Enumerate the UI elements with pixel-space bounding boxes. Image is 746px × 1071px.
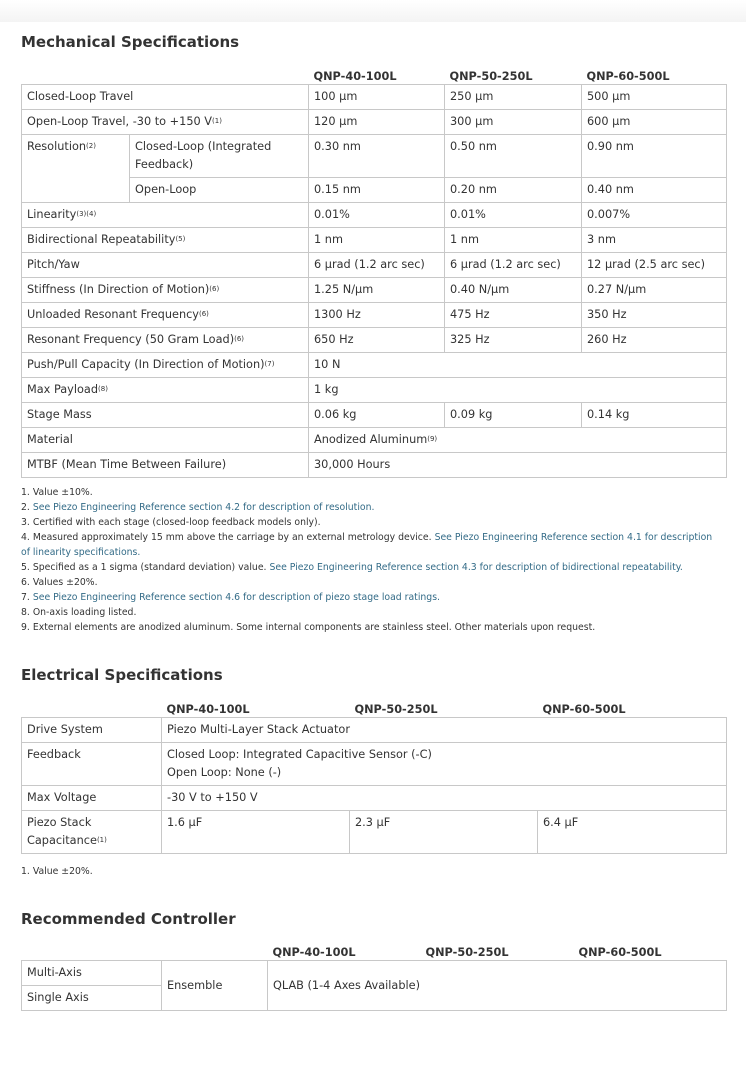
spec-label: Single Axis: [22, 986, 162, 1011]
spec-label: Multi-Axis: [22, 961, 162, 986]
spec-row: [22, 328, 727, 353]
spec-value: 1 nm: [445, 228, 582, 253]
model-header: QNP-60-500L: [578, 946, 662, 959]
spec-row: [22, 743, 727, 786]
spec-value: 650 Hz: [309, 328, 445, 353]
controller-ensemble: Ensemble: [162, 961, 268, 1011]
electrical-specs-table: [21, 697, 727, 854]
spec-label: Feedback: [22, 743, 162, 786]
reference-link[interactable]: See Piezo Engineering Reference section 4.6 for description of piezo stage load ratings.: [32, 592, 440, 603]
footnote: 1. Value ±10%.: [21, 487, 93, 498]
spec-value: 0.40 nm: [582, 178, 727, 203]
mechanical-footnotes: [21, 485, 721, 635]
spec-label: Resolution$^{(2)}$: [22, 135, 130, 203]
spec-label: Max Voltage: [22, 786, 162, 811]
spec-label: Push/Pull Capacity (In Direction of Motion)$^{(7)}$: [22, 353, 309, 378]
spec-value: 0.90 nm: [582, 135, 727, 178]
footnote: 2. See Piezo Engineering Reference section 4.2 for description of resolution.: [21, 502, 375, 513]
spec-row: [22, 718, 727, 743]
top-bar: [0, 0, 746, 22]
spec-value: 2.3 µF: [350, 811, 538, 854]
electrical-specs-title: Electrical Specifications: [21, 666, 223, 684]
spec-value: 1300 Hz: [309, 303, 445, 328]
spec-value: 6 µrad (1.2 arc sec): [309, 253, 445, 278]
spec-value: Closed Loop: Integrated Capacitive Sensor (-C) Open Loop: None (-): [162, 743, 727, 786]
spec-label: MTBF (Mean Time Between Failure): [22, 453, 309, 478]
spec-value: 0.50 nm: [445, 135, 582, 178]
spec-label: Pitch/Yaw: [22, 253, 309, 278]
spec-value: 6 µrad (1.2 arc sec): [445, 253, 582, 278]
spec-row: [22, 378, 727, 403]
spec-value: 260 Hz: [582, 328, 727, 353]
spec-row: [22, 135, 727, 178]
spec-row: [22, 403, 727, 428]
spec-value: 300 µm: [445, 110, 582, 135]
controller-qlab: QLAB (1-4 Axes Available): [268, 961, 727, 1011]
controller-title: Recommended Controller: [21, 910, 236, 928]
spec-value: 0.30 nm: [309, 135, 445, 178]
footnote: 5. Specified as a 1 sigma (standard deviation) value. See Piezo Engineering Reference section 4.3 for description of bidirectional repeatability.: [21, 562, 683, 573]
spec-value: 0.01%: [309, 203, 445, 228]
spec-value: 500 µm: [582, 85, 727, 110]
spec-value: 0.09 kg: [445, 403, 582, 428]
spec-sublabel: Closed-Loop (Integrated Feedback): [130, 135, 309, 178]
spec-row: [22, 303, 727, 328]
spec-value: 325 Hz: [445, 328, 582, 353]
spec-value: Anodized Aluminum$^{(9)}$: [309, 428, 727, 453]
footnote: 6. Values ±20%.: [21, 577, 98, 588]
spec-value: 1.25 N/µm: [309, 278, 445, 303]
spec-value: 0.14 kg: [582, 403, 727, 428]
spec-row: [22, 278, 727, 303]
spec-row: [22, 253, 727, 278]
model-header: QNP-40-100L: [166, 703, 250, 716]
spec-row: [22, 786, 727, 811]
spec-value: 475 Hz: [445, 303, 582, 328]
spec-value: 120 µm: [309, 110, 445, 135]
spec-row: [22, 353, 727, 378]
spec-value: 1 kg: [309, 378, 727, 403]
spec-label: Drive System: [22, 718, 162, 743]
footnote: 4. Measured approximately 15 mm above the carriage by an external metrology device. See Piezo Engineering Reference section 4.1 for description of linearity specifications.: [21, 532, 713, 558]
footnote: 1. Value ±20%.: [21, 866, 93, 877]
electrical-footnotes: [21, 864, 721, 879]
spec-label: Bidirectional Repeatability$^{(5)}$: [22, 228, 309, 253]
reference-link[interactable]: See Piezo Engineering Reference section 4.1 for description of linearity specifications.: [21, 532, 713, 558]
spec-value: 1 nm: [309, 228, 445, 253]
spec-value: 100 µm: [309, 85, 445, 110]
spec-row: [22, 110, 727, 135]
spec-label: Stiffness (In Direction of Motion)$^{(6)}$: [22, 278, 309, 303]
reference-link[interactable]: See Piezo Engineering Reference section 4.3 for description of bidirectional repeatability.: [269, 562, 683, 573]
spec-value: 6.4 µF: [538, 811, 727, 854]
spec-label: Closed-Loop Travel: [22, 85, 309, 110]
spec-row: [22, 228, 727, 253]
spec-label: Unloaded Resonant Frequency$^{(6)}$: [22, 303, 309, 328]
spec-value: 0.20 nm: [445, 178, 582, 203]
spec-row: [22, 453, 727, 478]
footnote: 7. See Piezo Engineering Reference section 4.6 for description of piezo stage load ratings.: [21, 592, 440, 603]
reference-link[interactable]: See Piezo Engineering Reference section 4.2 for description of resolution.: [32, 502, 375, 513]
spec-row: [22, 428, 727, 453]
model-header: QNP-50-250L: [449, 70, 533, 83]
model-header: QNP-60-500L: [542, 703, 626, 716]
spec-value: 250 µm: [445, 85, 582, 110]
spec-value: Piezo Multi-Layer Stack Actuator: [162, 718, 727, 743]
spec-row: [22, 85, 727, 110]
spec-label: Resonant Frequency (50 Gram Load)$^{(6)}$: [22, 328, 309, 353]
spec-row: [22, 961, 727, 986]
footnote: 8. On-axis loading listed.: [21, 607, 137, 618]
spec-value: 3 nm: [582, 228, 727, 253]
spec-value: 0.27 N/µm: [582, 278, 727, 303]
model-header: QNP-50-250L: [354, 703, 438, 716]
controller-table: [21, 940, 727, 1011]
spec-value: 0.40 N/µm: [445, 278, 582, 303]
footnote: 9. External elements are anodized aluminum. Some internal components are stainless steel. Other materials upon request.: [21, 622, 596, 633]
spec-label: Open-Loop Travel, -30 to +150 $V^{(1)}$: [22, 110, 309, 135]
footnote: 3. Certified with each stage (closed-loop feedback models only).: [21, 517, 321, 528]
spec-value: 0.06 kg: [309, 403, 445, 428]
spec-value: 30,000 Hours: [309, 453, 727, 478]
spec-row: [22, 811, 727, 854]
spec-value: 0.15 nm: [309, 178, 445, 203]
model-header: QNP-40-100L: [272, 946, 356, 959]
spec-value: 1.6 µF: [162, 811, 350, 854]
spec-value: 0.007%: [582, 203, 727, 228]
mechanical-specs-title: Mechanical Specifications: [21, 33, 240, 51]
spec-label: Stage Mass: [22, 403, 309, 428]
model-header: QNP-60-500L: [586, 70, 670, 83]
spec-value: 0.01%: [445, 203, 582, 228]
model-header: QNP-50-250L: [425, 946, 509, 959]
spec-row: [22, 203, 727, 228]
spec-value: 12 µrad (2.5 arc sec): [582, 253, 727, 278]
spec-value: -30 V to +150 V: [162, 786, 727, 811]
spec-value: 350 Hz: [582, 303, 727, 328]
spec-label: Material: [22, 428, 309, 453]
spec-label: Max Payload$^{(8)}$: [22, 378, 309, 403]
spec-value: 600 µm: [582, 110, 727, 135]
spec-label: Piezo Stack Capacitance$^{(1)}$: [22, 811, 162, 854]
spec-value: 10 N: [309, 353, 727, 378]
spec-label: Linearity$^{(3)(4)}$: [22, 203, 309, 228]
spec-sublabel: Open-Loop: [130, 178, 309, 203]
model-header: QNP-40-100L: [313, 70, 397, 83]
mechanical-specs-table: [21, 64, 727, 478]
